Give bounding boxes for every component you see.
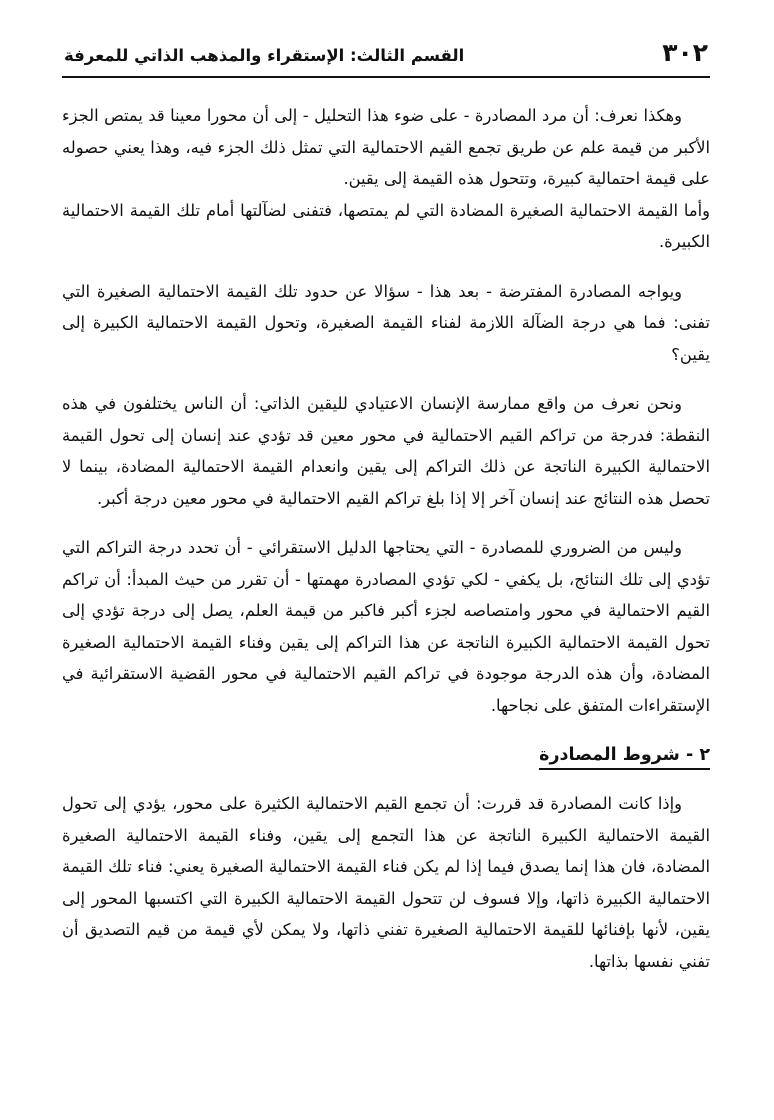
section-paragraph: وإذا كانت المصادرة قد قررت: أن تجمع القيم الاحتمالية الكثيرة على محور، يؤدي إلى تحول القيمة الاحتمالية الكبيرة الناتجة عن هذا التجمع إلى يقين، وفناء القيمة الاحتمالية الصغيرة المضادة، فان هذا إنما يصدق فيما إذا لم يكن فناء القيمة الاحتمالية الصغيرة يعني: فناء تلك القيمة الاحتمالية الكبيرة ذاتها، وإلا فسوف لن تتحول القيمة الاحتمالية الكبيرة التي اكتسبها المحور إلى يقين، لأنها بإفنائها للقيمة الاحتمالية الصغيرة تفني ذاتها، ولا يمكن لأي قيمة من قيم التصديق أن تفني نفسها بذاتها. — [62, 794, 710, 971]
running-header — [62, 38, 710, 78]
paragraph-4: ونحن نعرف من واقع ممارسة الإنسان الاعتيادي لليقين الذاتي: أن الناس يختلفون في هذه النقطة: فدرجة من تراكم القيم الاحتمالية في محور معين قد تؤدي عند إنسان إلى تحول القيمة الاحتمالية الكبيرة الناتجة عن ذلك التراكم إلى يقين وانعدام القيمة الاحتمالية المضادة، بينما لا تحصل هذه النتائج عند إنسان آخر إلا إذا بلغ تراكم القيم الاحتمالية في محور معين درجة أكبر. — [62, 394, 710, 508]
header-title: القسم الثالث: الإستقراء والمذهب الذاتي للمعرفة — [64, 46, 465, 65]
body-text — [62, 100, 710, 977]
paragraph-2: وأما القيمة الاحتمالية الصغيرة المضادة التي لم يمتصها، فتفنى لضآلتها أمام تلك القيمة الاحتمالية الكبيرة. — [62, 200, 710, 251]
book-page — [62, 38, 710, 995]
section-heading: ٢ - شروط المصادرة — [539, 745, 710, 770]
page-number: ٣٠٢ — [662, 38, 708, 67]
paragraph-5: وليس من الضروري للمصادرة - التي يحتاجها الدليل الاستقرائي - أن تحدد درجة التراكم التي تؤدي إلى تلك النتائج، بل يكفي - لكي تؤدي المصادرة مهمتها - أن تقرر من حيث المبدأ: أن تراكم القيم الاحتمالية في محور وامتصاصه لجزء أكبر فاكبر من قيمة العلم، يصل إلى درجة تؤدي إلى تحول القيمة الاحتمالية الكبيرة الناتجة عن هذا التراكم إلى يقين وفناء القيمة الاحتمالية الصغيرة المضادة، وأن هذه الدرجة موجودة في تراكم القيم الاحتمالية في محور القضية الاستقرائية في الإستقراءات المتفق على نجاحها. — [62, 538, 710, 715]
paragraph-3: ويواجه المصادرة المفترضة - بعد هذا - سؤالا عن حدود تلك القيمة الاحتمالية الصغيرة التي تفنى: فما هي درجة الضآلة اللازمة لفناء القيمة الصغيرة، وتحول القيمة الاحتمالية الكبيرة إلى يقين؟ — [62, 281, 710, 364]
paragraph-1: وهكذا نعرف: أن مرد المصادرة - على ضوء هذا التحليل - إلى أن محورا معينا قد يمتص الجزء الأكبر من قيمة علم عن طريق تجمع القيم الاحتمالية التي تمثل ذلك الجزء فيه، وهذا يعني حصوله على قيمة احتمالية كبيرة، وتتحول هذه القيمة إلى يقين. — [62, 106, 710, 188]
